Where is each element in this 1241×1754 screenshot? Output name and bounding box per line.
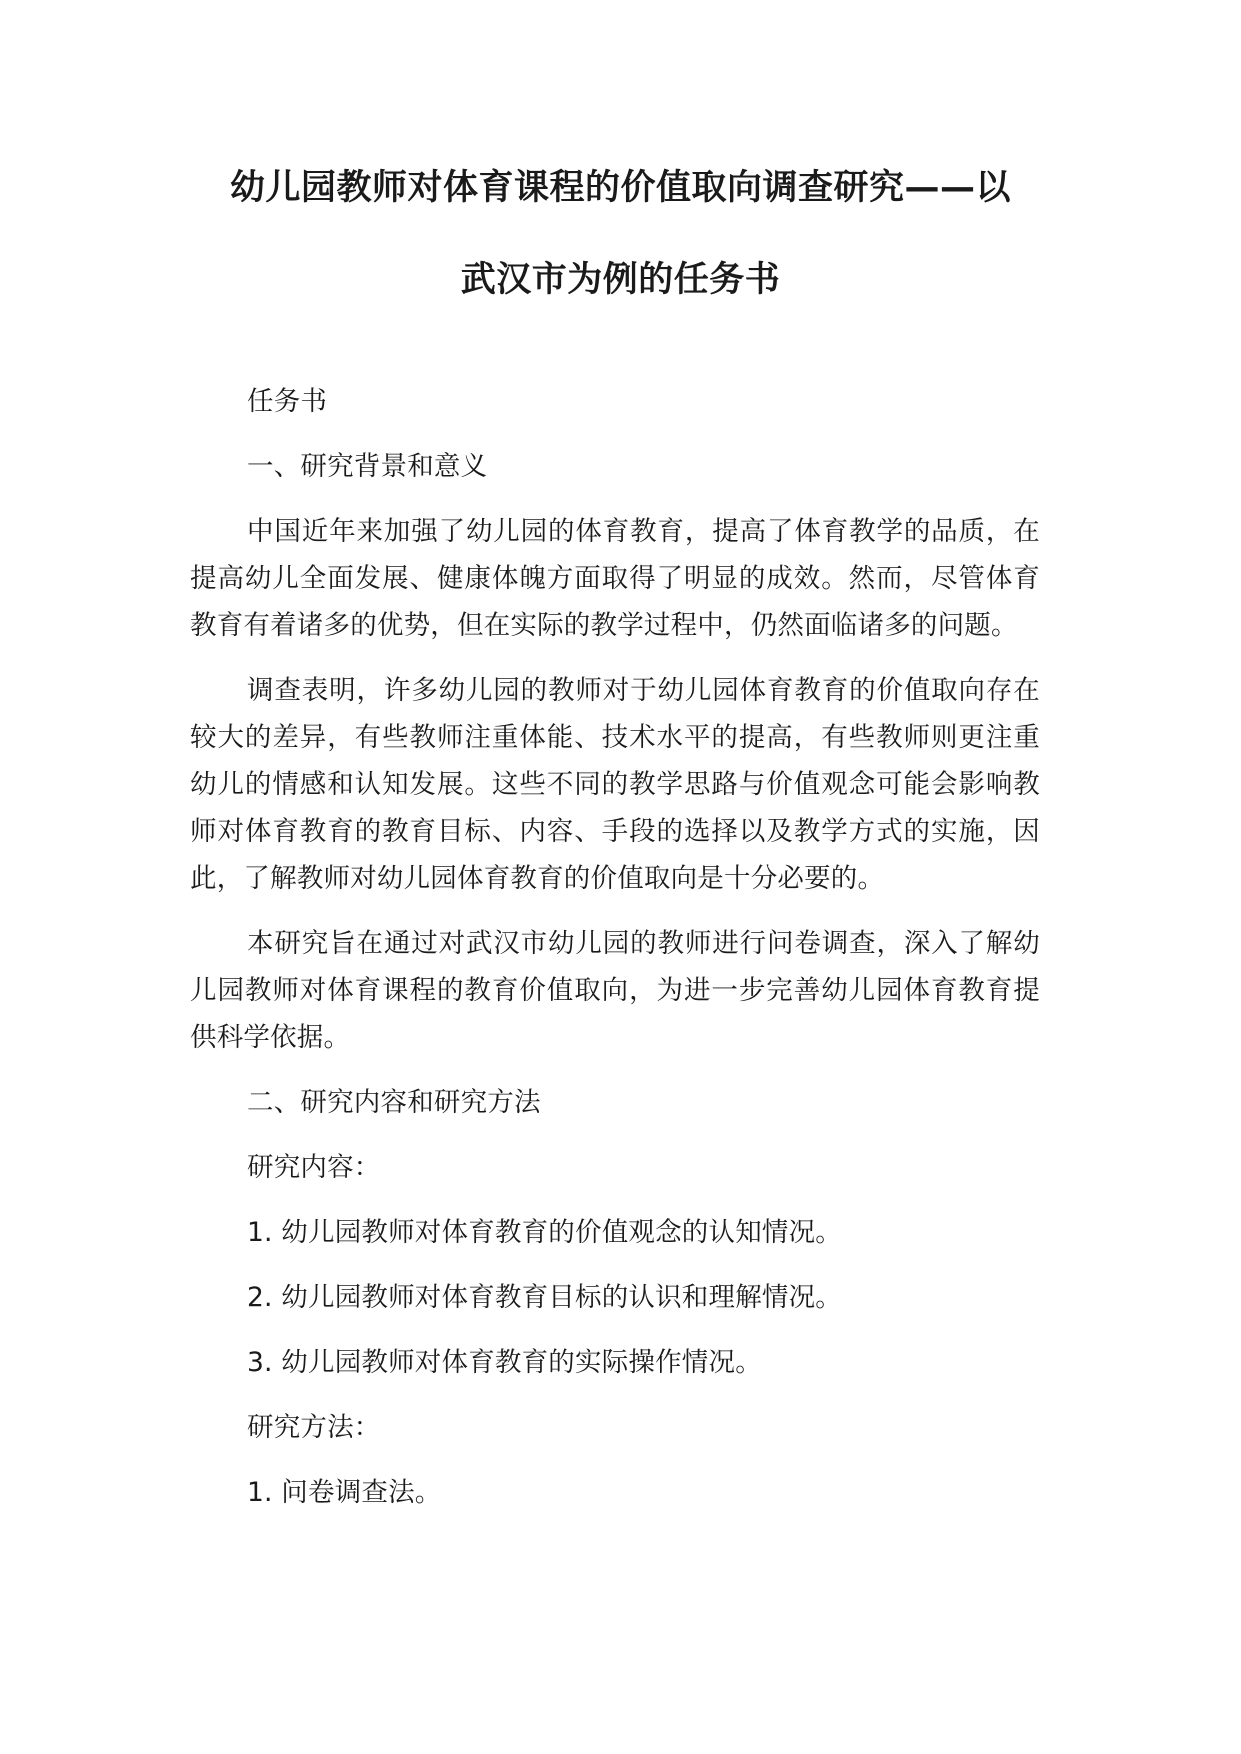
paragraph-background-1: 中国近年来加强了幼儿园的体育教育，提高了体育教学的品质，在提高幼儿全面发展、健康体魄方面取得了明显的成效。然而，尽管体育教育有着诸多的优势，但在实际的教学过程中，仍然面临诸多的问题。 bbox=[190, 516, 1040, 641]
paragraph-background-3: 本研究旨在通过对武汉市幼儿园的教师进行问卷调查，深入了解幼儿园教师对体育课程的教育价值取向，为进一步完善幼儿园体育教育提供科学依据。 bbox=[190, 928, 1040, 1053]
title-line-1: 幼儿园教师对体育课程的价值取向调查研究——以 bbox=[229, 168, 1011, 208]
heading-task-book: 任务书 bbox=[247, 386, 328, 417]
document-title bbox=[150, 168, 1091, 300]
list-item-method-1: 1. 问卷调查法。 bbox=[247, 1477, 442, 1508]
list-item-content-2: 2. 幼儿园教师对体育教育目标的认识和理解情况。 bbox=[247, 1282, 843, 1313]
subheading-research-content: 研究内容： bbox=[247, 1152, 381, 1183]
title-line-2: 武汉市为例的任务书 bbox=[460, 260, 781, 300]
document-body bbox=[190, 378, 1040, 1516]
paragraph-background-2: 调查表明，许多幼儿园的教师对于幼儿园体育教育的价值取向存在较大的差异，有些教师注重体能、技术水平的提高，有些教师则更注重幼儿的情感和认知发展。这些不同的教学思路与价值观念可能会影响教师对体育教育的教育目标、内容、手段的选择以及教学方式的实施，因此，了解教师对幼儿园体育教育的价值取向是十分必要的。 bbox=[190, 675, 1040, 894]
section-heading-background: 一、研究背景和意义 bbox=[247, 451, 488, 482]
list-item-content-1: 1. 幼儿园教师对体育教育的价值观念的认知情况。 bbox=[247, 1217, 843, 1248]
list-item-content-3: 3. 幼儿园教师对体育教育的实际操作情况。 bbox=[247, 1347, 762, 1378]
subheading-research-method: 研究方法： bbox=[247, 1412, 381, 1443]
section-heading-content-method: 二、研究内容和研究方法 bbox=[247, 1087, 541, 1118]
